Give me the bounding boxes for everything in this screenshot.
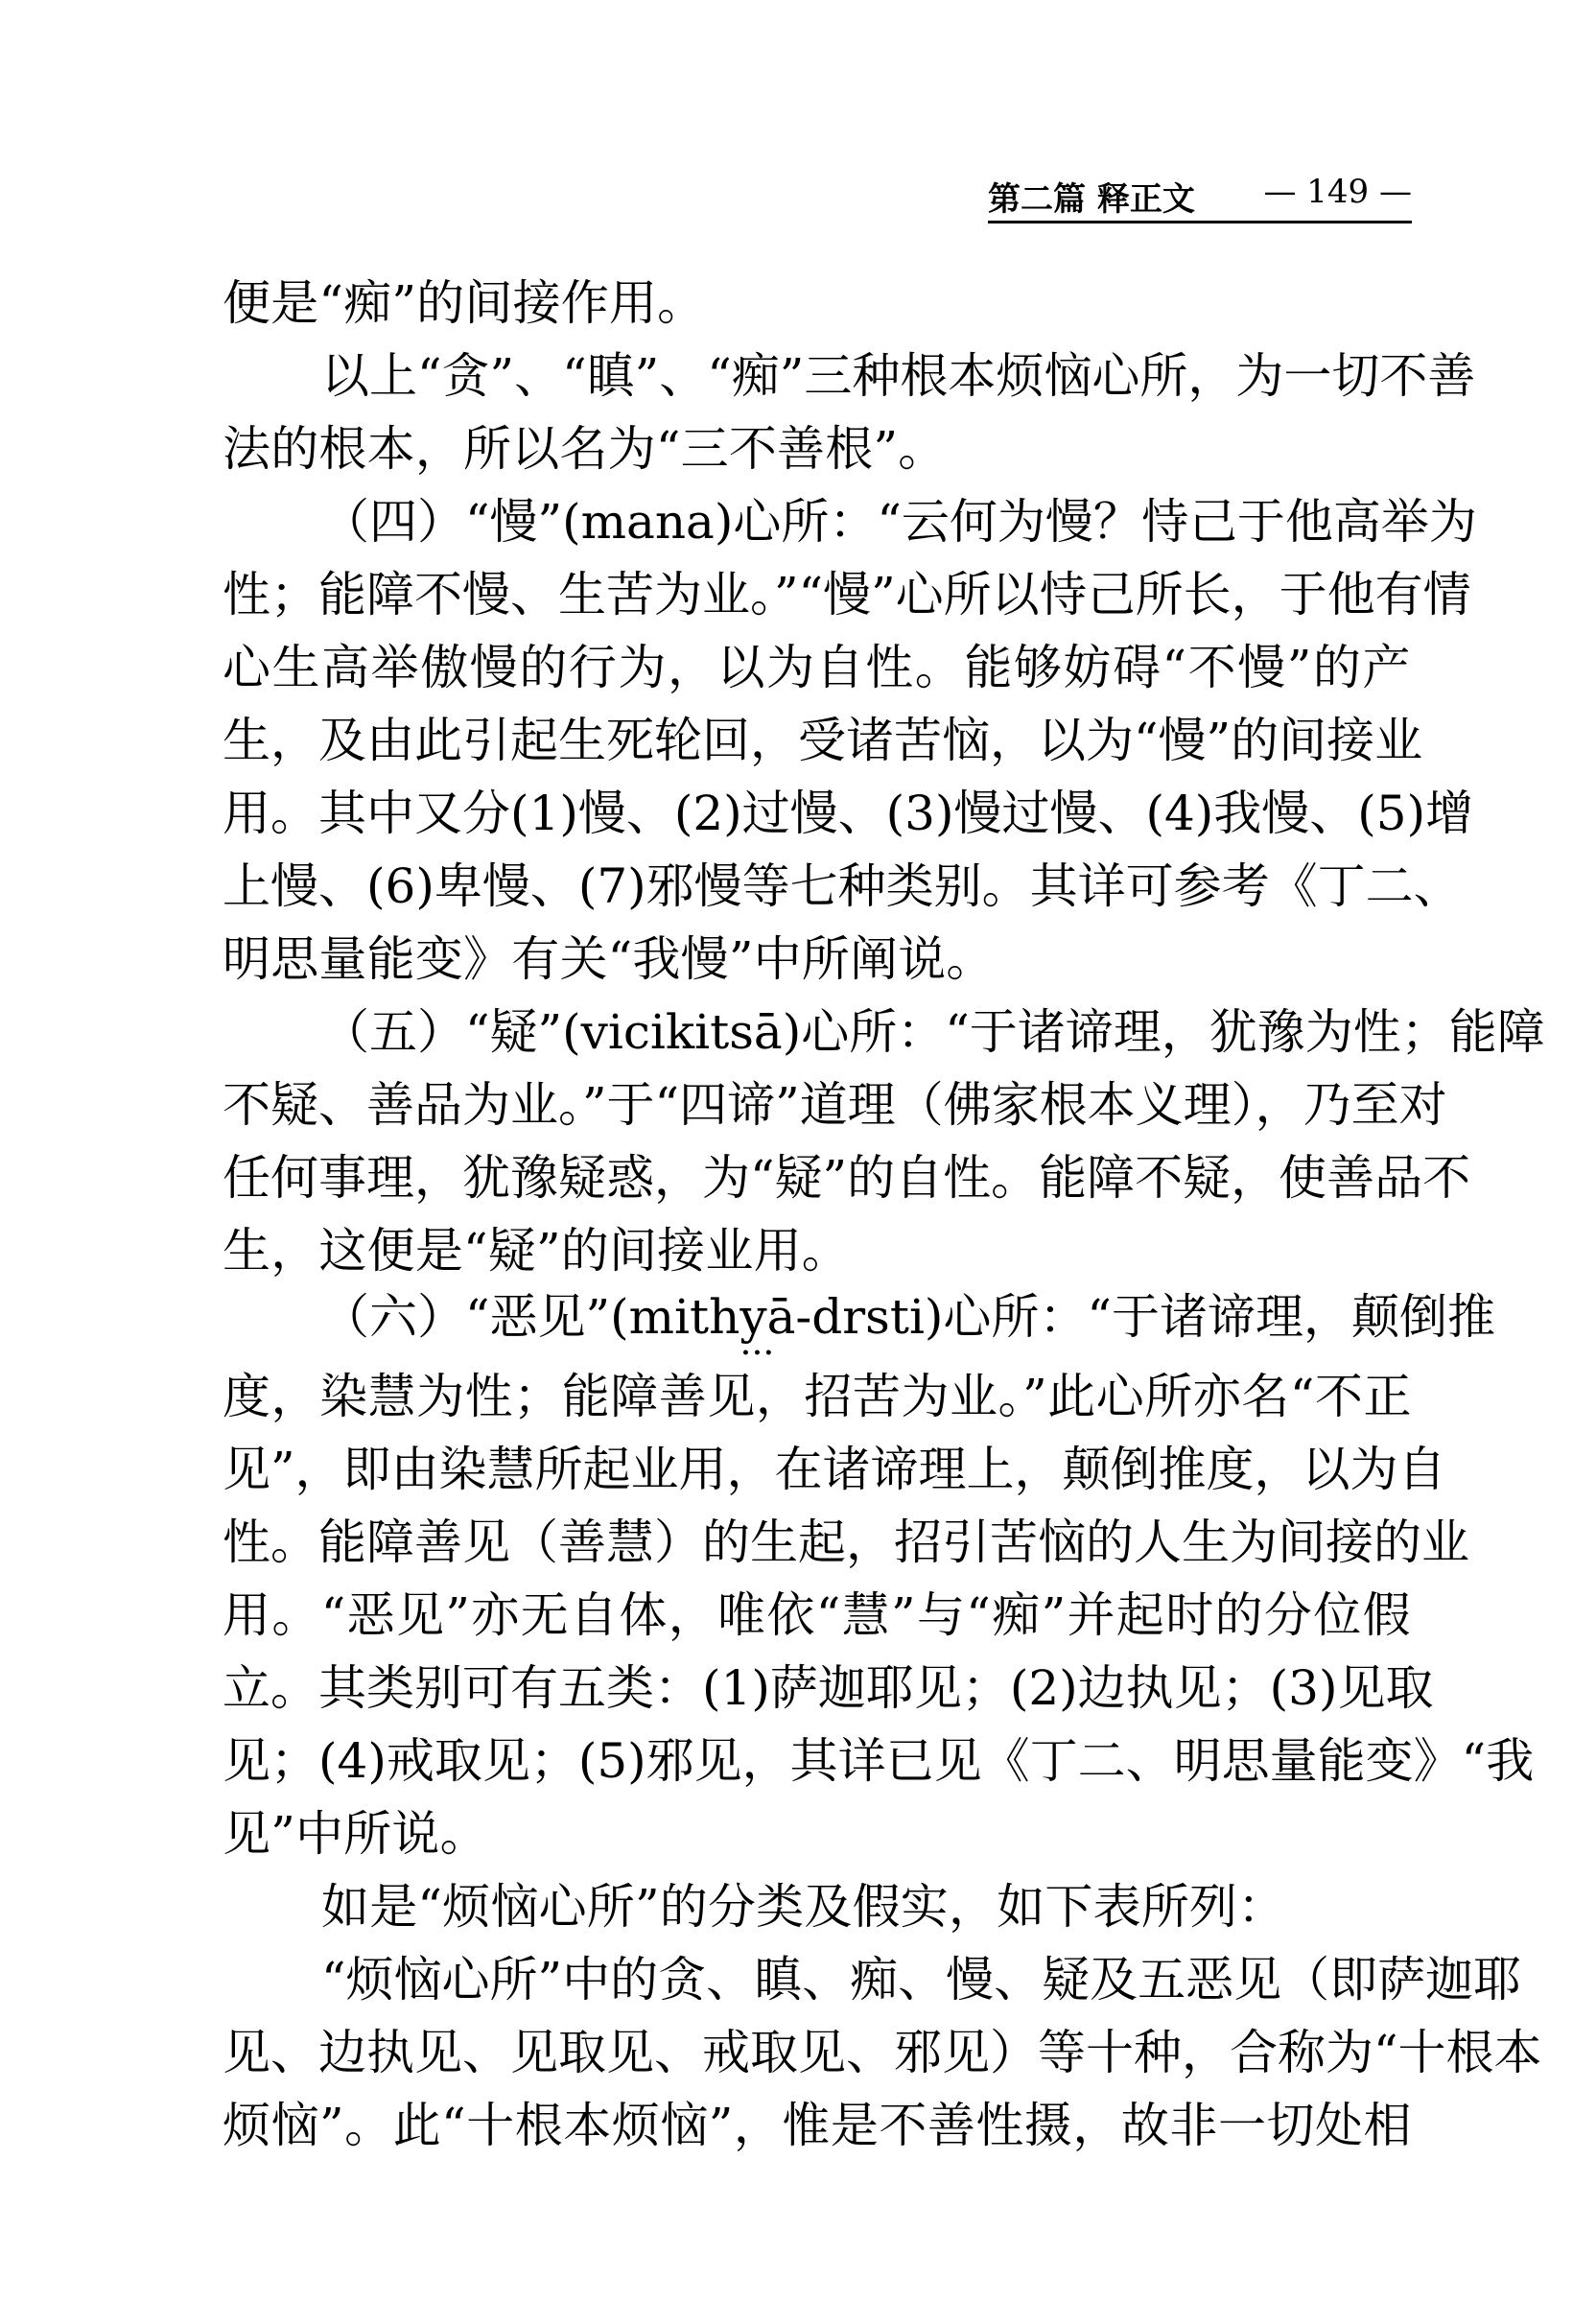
text-line bbox=[223, 1287, 1495, 1347]
text-line-content: 以上“贪”、“瞋”、“痴”三种根本烦恼心所，为一切不善 bbox=[321, 348, 1476, 404]
text-line-content: 度，染慧为性；能障善见，招苦为业。”此心所亦名“不正 bbox=[223, 1369, 1412, 1424]
text-line-content: 烦恼”。此“十根本烦恼”，惟是不善性摄，故非一切处相 bbox=[223, 2098, 1412, 2153]
text-line-content: 明思量能变》有关“我慢”中所阐说。 bbox=[223, 931, 995, 987]
body-text bbox=[223, 267, 1545, 2162]
text-line-content: 性；能障不慢、生苦为业。”“慢”心所以恃己所长，于他有情 bbox=[223, 567, 1471, 622]
text-line bbox=[223, 1579, 1412, 1652]
text-line bbox=[223, 340, 1476, 412]
text-line-content: （六）“恶见”(mithyā-drsti)心所：“于诸谛理，颠倒推 bbox=[321, 1289, 1495, 1345]
text-line bbox=[223, 777, 1474, 850]
text-line-content: 如是“烦恼心所”的分类及假实，如下表所列： bbox=[321, 1879, 1286, 1935]
text-line bbox=[223, 2016, 1542, 2089]
text-line-content: 法的根本，所以名为“三不善根”。 bbox=[223, 421, 947, 477]
text-line bbox=[223, 704, 1423, 777]
text-line bbox=[223, 1870, 1412, 1943]
text-line bbox=[223, 996, 1545, 1068]
text-line-content: 性。能障善见（善慧）的生起，招引苦恼的人生为间接的业 bbox=[223, 1514, 1469, 1570]
text-line bbox=[223, 1360, 1412, 1433]
text-line-content: 上慢、(6)卑慢、(7)邪慢等七种类别。其详可参考《丁二、 bbox=[223, 858, 1462, 914]
text-line-content: “烦恼心所”中的贪、瞋、痴、慢、疑及五恶见（即萨迦耶 bbox=[321, 1952, 1522, 2008]
text-line bbox=[223, 1141, 1471, 1214]
chapter-title: 第二篇 释正文 bbox=[988, 180, 1195, 219]
text-line-content: 见；(4)戒取见；(5)邪见，其详已见《丁二、明思量能变》“我 bbox=[223, 1733, 1535, 1789]
text-line-content: 任何事理，犹豫疑惑，为“疑”的自性。能障不疑，使善品不 bbox=[223, 1150, 1471, 1206]
text-line bbox=[223, 1214, 1412, 1287]
text-line bbox=[223, 1506, 1469, 1579]
text-line-content: （五）“疑”(vicikitsā)心所：“于诸谛理，犹豫为性；能障 bbox=[321, 1004, 1545, 1060]
text-line-content: 见”，即由染慧所起业用，在诸谛理上，颠倒推度，以为自 bbox=[223, 1442, 1446, 1497]
text-line-content: 用。其中又分(1)慢、(2)过慢、(3)慢过慢、(4)我慢、(5)增 bbox=[223, 786, 1474, 841]
text-line bbox=[223, 1943, 1522, 2016]
text-line bbox=[223, 1797, 1412, 1870]
text-line bbox=[223, 558, 1471, 631]
text-line-content: （四）“慢”(mana)心所：“云何为慢？恃己于他高举为 bbox=[321, 494, 1477, 550]
running-header bbox=[988, 173, 1412, 223]
text-line-content: 生，这便是“疑”的间接业用。 bbox=[223, 1223, 851, 1279]
text-line-content: 见、边执见、见取见、戒取见、邪见）等十种，合称为“十根本 bbox=[223, 2025, 1542, 2080]
text-line bbox=[223, 267, 1412, 340]
text-line bbox=[223, 1068, 1447, 1141]
text-line bbox=[223, 2089, 1412, 2162]
text-line-content: 立。其类别可有五类：(1)萨迦耶见；(2)边执见；(3)见取 bbox=[223, 1660, 1434, 1716]
text-line bbox=[223, 1433, 1446, 1506]
text-line-content: 生，及由此引起生死轮回，受诸苦恼，以为“慢”的间接业 bbox=[223, 713, 1423, 768]
text-line-content: 用。“恶见”亦无自体，唯依“慧”与“痴”并起时的分位假 bbox=[223, 1587, 1412, 1643]
text-line bbox=[223, 631, 1412, 704]
text-line-content: 见”中所说。 bbox=[223, 1806, 488, 1862]
text-line-content: 心生高举傲慢的行为，以为自性。能够妨碍“不慢”的产 bbox=[223, 640, 1412, 695]
text-line bbox=[223, 412, 1412, 485]
text-line bbox=[223, 923, 1412, 996]
text-line bbox=[223, 850, 1462, 923]
transliteration-underdots: ••• bbox=[741, 1346, 776, 1361]
text-line bbox=[223, 1725, 1535, 1797]
page-number: — 149 — bbox=[1263, 173, 1412, 211]
text-line bbox=[223, 485, 1477, 558]
text-line bbox=[223, 1652, 1434, 1725]
text-line-content: 便是“痴”的间接作用。 bbox=[223, 275, 706, 331]
text-line-content: 不疑、善品为业。”于“四谛”道理（佛家根本义理），乃至对 bbox=[223, 1077, 1447, 1133]
